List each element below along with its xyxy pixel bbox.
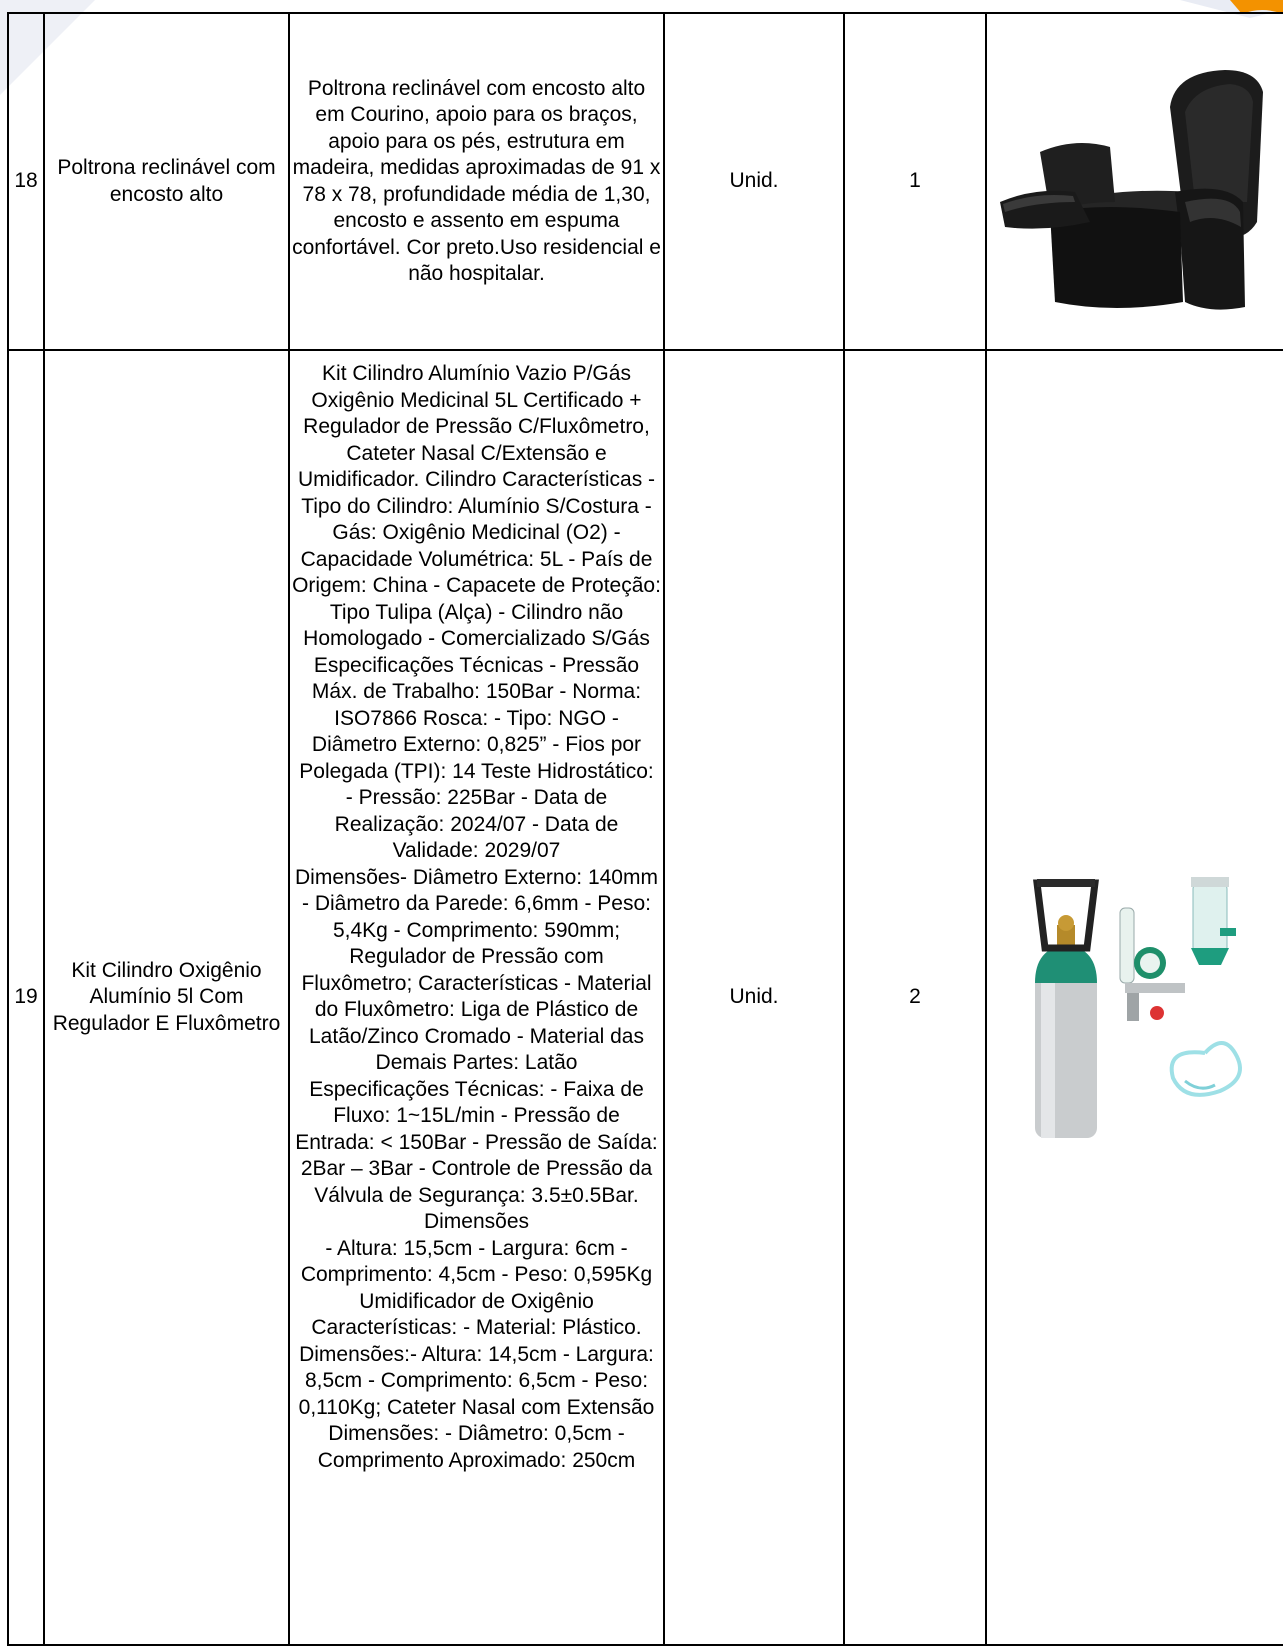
items-table	[7, 12, 1283, 1646]
item-name: Poltrona reclinável com encosto alto	[44, 13, 289, 350]
recliner-chair-image	[995, 52, 1275, 312]
item-unit: Unid.	[664, 350, 844, 1645]
table-row	[8, 13, 1283, 350]
item-image-cell	[986, 13, 1283, 350]
item-number: 19	[8, 350, 44, 1645]
item-quantity: 1	[844, 13, 986, 350]
item-number: 18	[8, 13, 44, 350]
oxygen-cylinder-kit-image	[1015, 853, 1255, 1143]
item-image-cell	[986, 350, 1283, 1645]
item-name: Kit Cilindro Oxigênio Alumínio 5l Com Regulador E Fluxômetro	[44, 350, 289, 1645]
item-description: Poltrona reclinável com encosto alto em Courino, apoio para os braços, apoio para os pés, estrutura em madeira, medidas aproximadas de 91 x 78 x 78, profundidade média de 1,30, encosto e assento em espuma confortável. Cor preto.Uso residencial e não hospitalar.	[289, 13, 664, 350]
item-description: Kit Cilindro Alumínio Vazio P/Gás Oxigênio Medicinal 5L Certificado + Regulador de Pressão C/Fluxômetro, Cateter Nasal C/Extensão e Umidificador. Cilindro Características - Tipo do Cilindro: Alumínio S/Costura - Gás: Oxigênio Medicinal (O2) - Capacidade Volumétrica: 5L - País de Origem: China - Capacete de Proteção: Tipo Tulipa (Alça) - Cilindro não Homologado - Comercializado S/Gás Especificações Técnicas - Pressão Máx. de Trabalho: 150Bar - Norma: ISO7866 Rosca: - Tipo: NGO - Diâmetro Externo: 0,825” - Fios por Polegada (TPI): 14 Teste Hidrostático: - Pressão: 225Bar - Data de Realização: 2024/07 - Data de Validade: 2029/07 Dimensões- Diâmetro Externo: 140mm - Diâmetro da Parede: 6,6mm - Peso: 5,4Kg - Comprimento: 590mm; Regulador de Pressão com Fluxômetro; Características - Material do Fluxômetro: Liga de Plástico de Latão/Zinco Cromado - Material das Demais Partes: Latão Especificações Técnicas: - Faixa de Fluxo: 1~15L/min - Pressão de Entrada: < 150Bar - Pressão de Saída: 2Bar – 3Bar - Controle de Pressão da Válvula de Segurança: 3.5±0.5Bar. Dimensões - Altura: 15,5cm - Largura: 6cm - Comprimento: 4,5cm - Peso: 0,595Kg Umidificador de Oxigênio Características: - Material: Plástico. Dimensões:- Altura: 14,5cm - Largura: 8,5cm - Comprimento: 6,5cm - Peso: 0,110Kg; Cateter Nasal com Extensão Dimensões: - Diâmetro: 0,5cm - Comprimento Aproximado: 250cm	[289, 350, 664, 1645]
item-quantity: 2	[844, 350, 986, 1645]
table-row	[8, 350, 1283, 1645]
item-unit: Unid.	[664, 13, 844, 350]
